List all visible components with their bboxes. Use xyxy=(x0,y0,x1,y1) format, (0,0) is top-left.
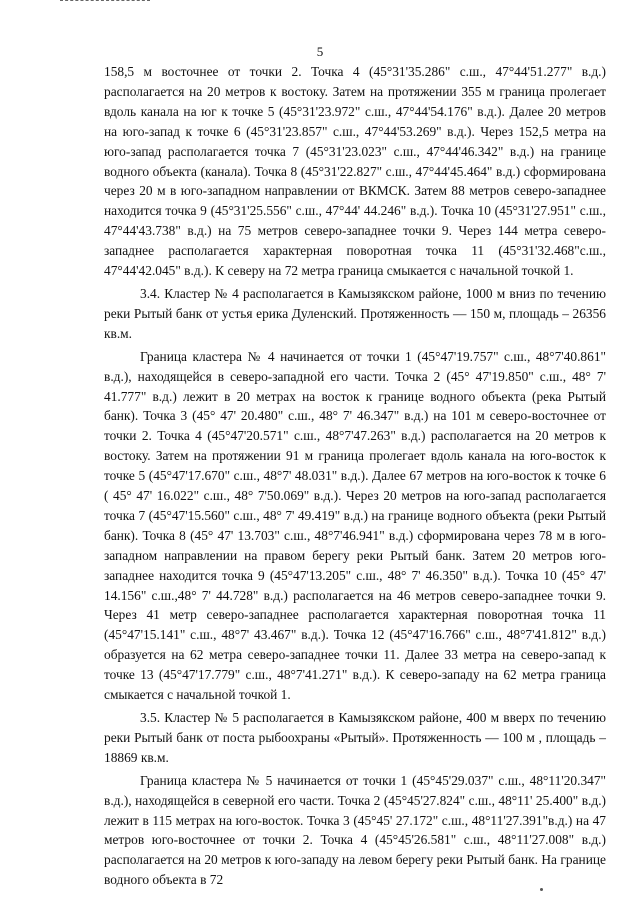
scan-edge-mark xyxy=(60,0,150,1)
paragraph-cluster-5-heading: 3.5. Кластер № 5 располагается в Камызякском районе, 400 м вверх по течению реки Рытый банк от поста рыбоохраны «Рытый». Протяженность — 100 м , площадь – 18869 кв.м. xyxy=(104,710,606,765)
paragraph-cluster-3-continuation: 158,5 м восточнее от точки 2. Точка 4 (45°31'35.286" с.ш., 47°44'51.277" в.д.) располагается на 20 метров к востоку. Затем на протяжении 355 м граница пролегает вдоль канала на юг к точке 5 (45°31'23.972" с.ш., 47°44'54.176" в.д.). Далее 20 метров на юго-запад к точке 6 (45°31'23.857" с.ш., 47°44'53.269" в.д.). Через 152,5 метра на юго-запад располагается точка 7 (45°31'23.023" с.ш., 47°44'46.342" в.д.) на границе водного объекта (канала). Точка 8 (45°31'22.827" с.ш., 47°44'45.464" в.д.) сформирована через 20 м в юго-западном направлении от ВКМСК. Затем 88 метров северо-западнее находится точка 9 (45°31'25.556" с.ш., 47°44' 44.246" в.д.). Точка 10 (45°31'27.951" с.ш., 47°44'43.738" в.д.) на 75 метров северо-западнее точки 9. Через 144 метра северо-западнее располагается характерная поворотная точка 11 (45°31'32.468"с.ш., 47°44'42.045" в.д.). К северу на 72 метра граница смыкается с начальной точкой 1. xyxy=(104,64,606,279)
page-number: 5 xyxy=(316,44,324,59)
paragraph-cluster-4-boundary: Граница кластера № 4 начинается от точки 1 (45°47'19.757" с.ш., 48°7'40.861" в.д.), находящейся в северо-западной его части. Точка 2 (45° 47'19.850" с.ш., 48° 7' 41.777" в.д.) лежит в 20 метрах на восток к границе водного объекта (река Рытый банк). Точка 3 (45° 47' 20.480" с.ш., 48° 7' 46.347" в.д.) на 101 м северо-восточнее от точки 2. Точка 4 (45°47'20.571" с.ш., 48°7'47.263" в.д.) располагается на 20 метров к востоку. Затем на протяжении 91 м граница пролегает вдоль канала на юго-восток к точке 5 (45°47'17.670" с.ш., 48°7' 48.031" в.д.). Далее 67 метров на юго-восток к точке 6 ( 45° 47' 16.022" с.ш., 48° 7'50.069" в.д.). Через 20 метров на юго-запад располагается точка 7 (45°47'15.560" с.ш., 48° 7' 49.419" в.д.) на границе водного объекта (реки Рытый банк). Точка 8 (45° 47' 13.703" с.ш., 48°7'46.941" в.д.) сформирована через 78 м в юго-западном направлении на правом берегу реки Рытый банк. Затем 20 метров юго-западнее находится точка 9 (45°47'13.205" с.ш., 48° 7' 46.350" в.д.). Точка 10 (45° 47' 14.156" с.ш.,48° 7' 44.728" в.д.) располагается на 46 метров северо-западнее точки 9. Через 41 метр северо-западнее располагается характерная поворотная точка 11 (45°47'15.141" с.ш., 48°7' 43.467" в.д.). Точка 12 (45°47'16.766" с.ш., 48°7'41.812" в.д.) образуется на 62 метра северо-западнее точки 11. Далее 33 метра на северо-запад к точке 13 (45°47'17.779" с.ш., 48°7'41.271" в.д.). К северо-западу на 62 метра граница смыкается с начальной точкой 1. xyxy=(104,348,606,703)
paragraph-cluster-4-heading: 3.4. Кластер № 4 располагается в Камызякском районе, 1000 м вниз по течению реки Рытый банк от устья ерика Дуленский. Протяженность — 150 м, площадь – 26356 кв.м. xyxy=(104,285,606,341)
scan-speck xyxy=(540,888,543,891)
paragraph-cluster-5-boundary: Граница кластера № 5 начинается от точки 1 (45°45'29.037" с.ш., 48°11'20.347" в.д.), находящейся в северной его части. Точка 2 (45°45'27.824" с.ш., 48°11' 25.400" в.д.) лежит в 115 метрах на юго-восток. Точка 3 (45°45' 27.172" с.ш., 48°11'27.391"в.д.) на 47 метров юго-восточнее от точки 2. Точка 4 (45°45'26.581" с.ш., 48°11'27.008" в.д.) располагается на 20 метров к юго-западу на левом берегу реки Рытый банк. На границе водного объекта в 72 xyxy=(104,772,606,888)
document-body xyxy=(104,62,606,890)
